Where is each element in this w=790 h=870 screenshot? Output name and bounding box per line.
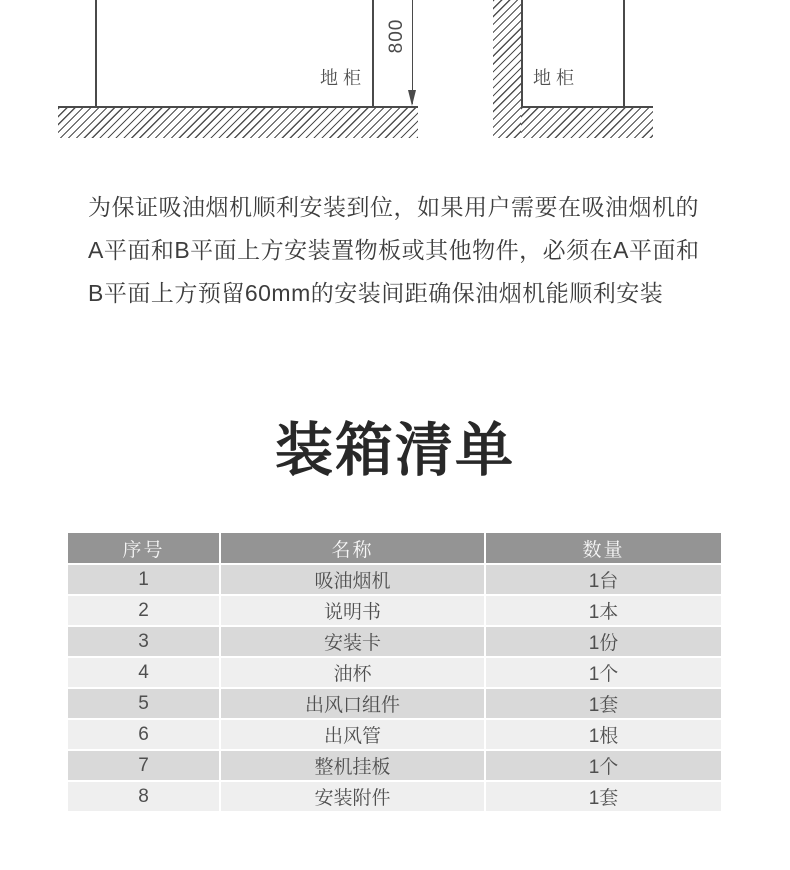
wall-face-line xyxy=(521,0,523,108)
table-cell: 3 xyxy=(68,627,219,656)
dimension-800-label: 800 xyxy=(386,18,407,54)
table-row xyxy=(68,627,719,656)
table-cell: 吸油烟机 xyxy=(221,565,484,594)
table-cell: 说明书 xyxy=(221,596,484,625)
column-header: 名称 xyxy=(221,533,484,563)
packing-list-title: 装箱清单 xyxy=(274,418,515,483)
table-cell: 1份 xyxy=(486,627,721,656)
wall-hatch xyxy=(493,0,521,138)
note-line: 为保证吸油烟机顺利安装到位，如果用户需要在吸油烟机的 xyxy=(88,194,699,220)
table-row xyxy=(68,751,719,780)
table-cell: 安装卡 xyxy=(221,627,484,656)
table-cell: 2 xyxy=(68,596,219,625)
floor-hatch xyxy=(521,106,653,138)
table-row xyxy=(68,720,719,749)
table-cell: 出风口组件 xyxy=(221,689,484,718)
dimension-arrow-down-icon xyxy=(408,90,416,106)
table-cell: 4 xyxy=(68,658,219,687)
floor-cabinet-label: 地柜 xyxy=(320,68,366,88)
dimension-line xyxy=(412,0,413,104)
floor-cabinet-label: 地柜 xyxy=(533,68,579,88)
table-cell: 1根 xyxy=(486,720,721,749)
table-cell: 7 xyxy=(68,751,219,780)
table-cell: 6 xyxy=(68,720,219,749)
table-row xyxy=(68,689,719,718)
table-body xyxy=(68,565,719,811)
table-cell: 1个 xyxy=(486,658,721,687)
diagram-wall-corner xyxy=(493,0,661,142)
cabinet-right-edge-line xyxy=(372,0,374,106)
column-header: 数量 xyxy=(486,533,721,563)
table-cell: 油杯 xyxy=(221,658,484,687)
table-cell: 1台 xyxy=(486,565,721,594)
cabinet-edge-line xyxy=(623,0,625,106)
note-line: A平面和B平面上方安装置物板或其他物件，必须在A平面和 xyxy=(88,237,700,263)
table-cell: 1套 xyxy=(486,782,721,811)
table-cell: 5 xyxy=(68,689,219,718)
table-cell: 1本 xyxy=(486,596,721,625)
table-row xyxy=(68,782,719,811)
column-header: 序号 xyxy=(68,533,219,563)
table-cell: 整机挂板 xyxy=(221,751,484,780)
table-cell: 出风管 xyxy=(221,720,484,749)
table-cell: 安装附件 xyxy=(221,782,484,811)
table-row xyxy=(68,565,719,594)
table-header-row xyxy=(68,533,719,563)
table-cell: 1 xyxy=(68,565,219,594)
table-row xyxy=(68,658,719,687)
table-cell: 8 xyxy=(68,782,219,811)
diagram-floor-clearance xyxy=(58,0,420,142)
note-line: B平面上方预留60mm的安装间距确保油烟机能顺利安装 xyxy=(88,280,664,306)
packing-list-table xyxy=(68,533,719,813)
installation-note xyxy=(88,186,728,315)
table-cell: 1个 xyxy=(486,751,721,780)
floor-hatch xyxy=(58,106,418,138)
table-cell: 1套 xyxy=(486,689,721,718)
cabinet-left-edge-line xyxy=(95,0,97,106)
table-row xyxy=(68,596,719,625)
